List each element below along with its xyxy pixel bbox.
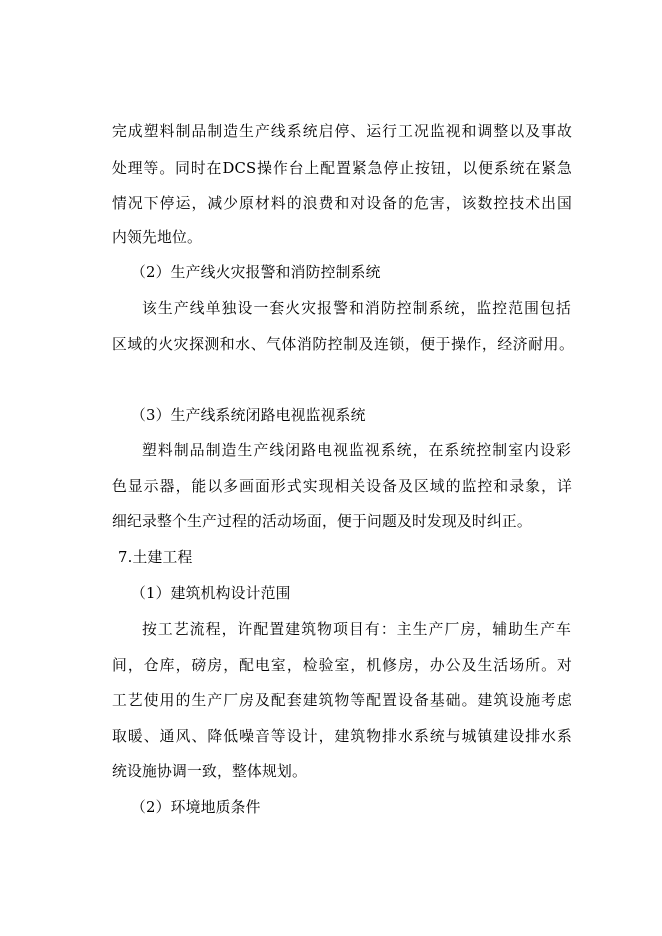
body-text-line: 处理等。同时在DCS操作台上配置紧急停止按钮，以便系统在紧急 [112,160,572,177]
body-text-line: 该生产线单独设一套火灾报警和消防控制系统，监控范围包括 [142,300,571,317]
body-text-line: 按工艺流程，许配置建筑物项目有：主生产厂房，辅助生产车 [142,621,571,638]
section-heading-cctv: （3）生产线系统闭路电视监视系统 [131,407,366,424]
body-text-line: 塑料制品制造生产线闭路电视监视系统，在系统控制室内设彩 [142,442,571,459]
body-text-line: 统设施协调一致，整体规划。 [112,763,307,780]
body-text-line: 色显示器，能以多画面形式实现相关设备及区域的监控和录象，详 [112,478,572,495]
body-text-line: 完成塑料制品制造生产线系统启停、运行工况监视和调整以及事故 [112,123,572,140]
section-heading-fire-alarm: （2）生产线火灾报警和消防控制系统 [131,264,381,281]
section-heading-building-scope: （1）建筑机构设计范围 [131,585,291,602]
section-heading-geology: （2）环境地质条件 [131,799,261,816]
chapter-heading-civil-works: 7.土建工程 [118,549,193,566]
body-text-line: 情况下停运，减少原材料的浪费和对设备的危害，该数控技术出国 [112,195,572,212]
body-text-line: 间，仓库，磅房，配电室，检验室，机修房，办公及生活场所。对 [112,657,572,674]
body-text-line: 取暖、通风、降低噪音等设计，建筑物排水系统与城镇建设排水系 [112,728,572,745]
body-text-line: 内领先地位。 [112,229,202,246]
body-text-line: 工艺使用的生产厂房及配套建筑物等配置设备基础。建筑设施考虑 [112,692,572,709]
body-text-line: 细纪录整个生产过程的活动场面，便于问题及时发现及时纠正。 [112,513,532,530]
body-text-line: 区域的火灾探测和水、气体消防控制及连锁，便于操作，经济耐用。 [112,336,574,353]
